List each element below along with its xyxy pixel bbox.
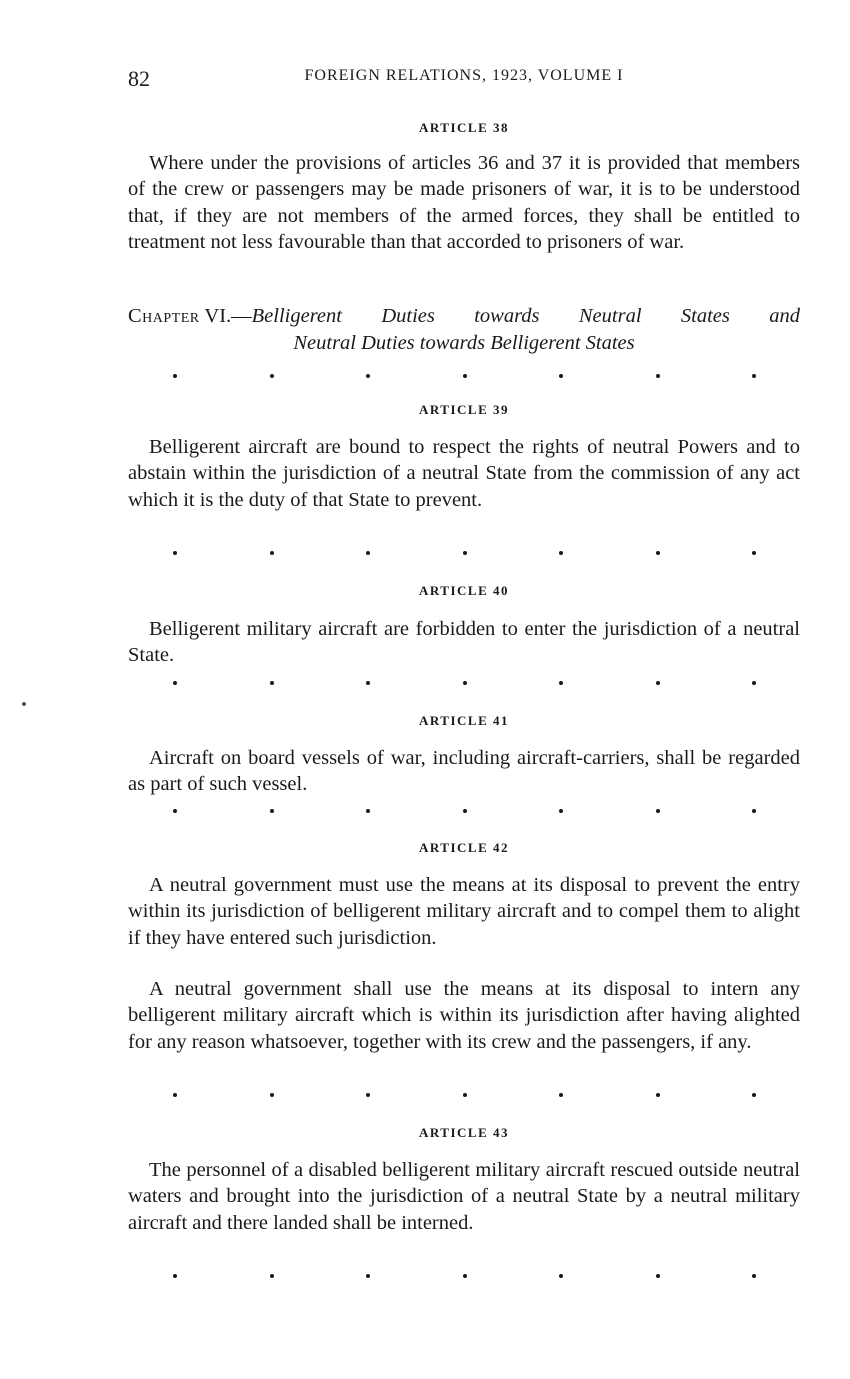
- ellipsis-dot: [366, 1093, 370, 1097]
- chapter-title-word: Belligerent: [251, 305, 342, 327]
- ellipsis-dot: [270, 1274, 274, 1278]
- article-40-text: Belligerent military aircraft are forbidden to enter the jurisdiction of a neutral State.: [128, 618, 800, 667]
- ellipsis-dot: [463, 681, 467, 685]
- ellipsis-row: [173, 1274, 756, 1282]
- ellipsis-row: [173, 374, 756, 382]
- ellipsis-row: [173, 551, 756, 559]
- chapter-label-group: [128, 303, 342, 330]
- ellipsis-dot: [656, 1093, 660, 1097]
- ellipsis-dot: [366, 374, 370, 378]
- ellipsis-dot: [463, 809, 467, 813]
- chapter-title-word: and: [769, 305, 800, 327]
- chapter-title-word: States: [680, 305, 730, 327]
- article-41-heading: ARTICLE 41: [418, 713, 510, 728]
- page-number: 82: [128, 66, 150, 91]
- ellipsis-dot: [656, 681, 660, 685]
- ellipsis-dot: [559, 551, 563, 555]
- ellipsis-dot: [559, 374, 563, 378]
- chapter-label: Chapter: [128, 305, 200, 327]
- ellipsis-dot: [173, 374, 177, 378]
- article-43-text: The personnel of a disabled belligerent military aircraft rescued outside neutral waters and brought into the jurisdiction of a neutral State by a neutral military aircraft and there landed shall be interned.: [128, 1159, 800, 1234]
- ellipsis-dot: [270, 1093, 274, 1097]
- ellipsis-dot: [752, 681, 756, 685]
- chapter-number: VI.—: [204, 305, 252, 327]
- ellipsis-dot: [559, 681, 563, 685]
- ellipsis-dot: [366, 551, 370, 555]
- ellipsis-dot: [752, 1274, 756, 1278]
- article-43-heading: ARTICLE 43: [418, 1125, 510, 1140]
- article-41-text: Aircraft on board vessels of war, including aircraft-carriers, shall be regarded as part of such vessel.: [128, 747, 800, 796]
- article-42-text-1: A neutral government must use the means at its disposal to prevent the entry within its jurisdiction of belligerent military aircraft and to compel them to alight if they have entered such jurisdiction.: [128, 874, 800, 949]
- ellipsis-dot: [559, 1274, 563, 1278]
- ellipsis-dot: [173, 809, 177, 813]
- ellipsis-dot: [656, 1274, 660, 1278]
- ellipsis-row: [173, 1093, 756, 1101]
- ellipsis-dot: [752, 551, 756, 555]
- ellipsis-dot: [270, 681, 274, 685]
- ellipsis-dot: [270, 374, 274, 378]
- ellipsis-dot: [656, 374, 660, 378]
- ellipsis-dot: [463, 374, 467, 378]
- ellipsis-dot: [463, 1274, 467, 1278]
- ellipsis-dot: [366, 809, 370, 813]
- chapter-heading-line1: [128, 303, 800, 330]
- ellipsis-row: [173, 809, 756, 817]
- ellipsis-dot: [270, 551, 274, 555]
- scan-speck: [22, 702, 26, 706]
- running-head: FOREIGN RELATIONS, 1923, VOLUME I: [304, 67, 624, 84]
- ellipsis-dot: [752, 809, 756, 813]
- ellipsis-dot: [656, 551, 660, 555]
- ellipsis-dot: [173, 681, 177, 685]
- ellipsis-dot: [173, 1093, 177, 1097]
- article-40-heading: ARTICLE 40: [418, 583, 510, 598]
- ellipsis-dot: [656, 809, 660, 813]
- ellipsis-dot: [463, 551, 467, 555]
- ellipsis-dot: [752, 1093, 756, 1097]
- ellipsis-dot: [366, 1274, 370, 1278]
- chapter-heading: [128, 303, 800, 356]
- article-39-text: Belligerent aircraft are bound to respect the rights of neutral Powers and to abstain within the jurisdiction of a neutral State from the commission of any act which it is the duty of that State to prevent.: [128, 436, 800, 511]
- ellipsis-dot: [559, 809, 563, 813]
- chapter-title-word: towards: [474, 305, 540, 327]
- ellipsis-dot: [752, 374, 756, 378]
- article-38-text: Where under the provisions of articles 36 and 37 it is provided that members of the crew or passengers may be made prisoners of war, it is to be understood that, if they are not members of the armed forces, they shall be entitled to treatment not less favourable than that accorded to prisoners of war.: [128, 152, 800, 253]
- article-42-text-2: A neutral government shall use the means at its disposal to intern any belligerent military aircraft which is within its jurisdiction after having alighted for any reason whatsoever, together with its crew and the passengers, if any.: [128, 978, 800, 1053]
- page-header: [128, 64, 800, 94]
- ellipsis-dot: [366, 681, 370, 685]
- chapter-title-word: Duties: [381, 305, 435, 327]
- ellipsis-row: [173, 681, 756, 689]
- chapter-heading-line2: Neutral Duties towards Belligerent States: [293, 331, 635, 354]
- ellipsis-dot: [463, 1093, 467, 1097]
- ellipsis-dot: [270, 809, 274, 813]
- chapter-title-word: Neutral: [578, 305, 642, 327]
- article-42-heading: ARTICLE 42: [418, 840, 510, 855]
- ellipsis-dot: [559, 1093, 563, 1097]
- article-38-heading: ARTICLE 38: [418, 120, 510, 135]
- ellipsis-dot: [173, 1274, 177, 1278]
- article-39-heading: ARTICLE 39: [418, 402, 510, 417]
- ellipsis-dot: [173, 551, 177, 555]
